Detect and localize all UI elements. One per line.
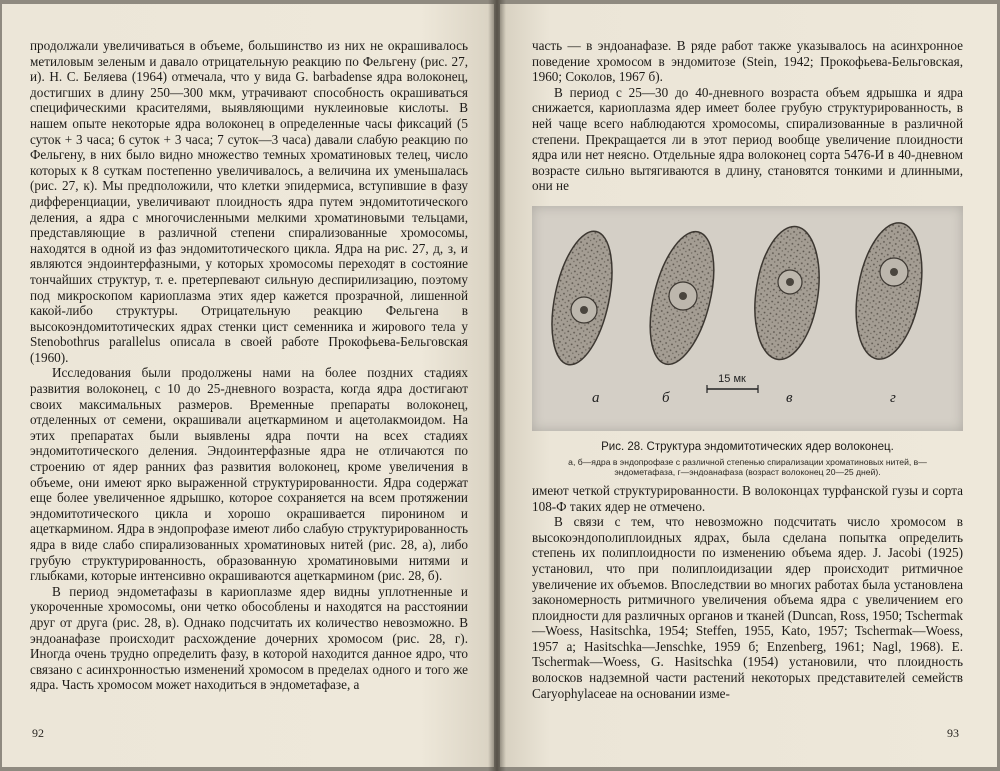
page-number: 93 bbox=[947, 726, 959, 740]
nucleus-b bbox=[638, 225, 725, 371]
paragraph: В связи с тем, что невозможно подсчитать число хромосом в высокоэндополиплоидных ядрах, была сделана попытка определить степень их полиплоидности по изменению объема ядер. J. Jacobi (1925) установил, что при полиплоидизации ядер происходит ритмичное увеличение их объемов. Впоследствии во многих работах была установлена закономерность ритмичного увеличения объема ядра с увеличением его плоидности для различных органов и тканей (Duncan, Ross, 1950; Tschermak—Woess, Hasitschka, 1954; Steffen, 1955, Kato, 1957; Tschermak—Woess, 1957 а; Hasitschka—Jenschke, 1959 б; Enzenberg, 1961; Nagl, 1968). E. Tschermak—Woess, G. Hasitschka (1954) установили, что плоидность волосков надземной части растений некоторых представителей семейств Caryophylaceae на основании изме- bbox=[532, 514, 963, 701]
figure-caption-title: Рис. 28. Структура эндомитотических ядер волоконец. bbox=[601, 440, 894, 453]
micrograph-plate bbox=[532, 206, 963, 431]
paragraph: часть — в эндоанафазе. В ряде работ также указывалось на асинхронное поведение хромосом в эндомитозе (Stein, 1942; Прокофьева-Бельговская, 1960; Соколов, 1967 б). bbox=[532, 38, 963, 85]
paragraph: В период с 25—30 до 40-дневного возраста объем ядрышка и ядра снижается, кариоплазма ядер имеет более грубую структурированность, в ней чаще всего наблюдаются хромосомы, спирализованные в различной степени. Прекращается ли в этот период вообще увеличение плоидности ядра или нет неясно. Отдельные ядра волоконец сорта 5476-И в 40-дневном возрасте сильно вытягиваются в длину, становятся тонкими и длинными, они не bbox=[532, 84, 963, 194]
page-number: 92 bbox=[32, 726, 44, 740]
scale-label: 15 мк bbox=[718, 372, 746, 385]
figure-label-g: г bbox=[890, 389, 896, 406]
figure-caption-note: а, б—ядра в эндопрофазе с различной степенью спирализации хроматиновых нитей, в—эндометафаза, г—эндоанафаза (возраст волоконец 20—25 дней). bbox=[568, 456, 927, 477]
figure-label-b: б bbox=[662, 389, 670, 406]
right-page-text-bottom bbox=[532, 483, 963, 701]
figure-label-v: в bbox=[786, 389, 793, 406]
figure-28 bbox=[532, 206, 963, 477]
paragraph: имеют четкой структурированности. В волоконцах турфанской гузы и сорта 108-Ф таких ядер не отмечено. bbox=[532, 482, 963, 514]
left-page bbox=[2, 4, 494, 767]
right-page-text-top bbox=[532, 38, 963, 194]
paragraph: В период эндометафазы в кариоплазме ядер видны уплотненные и укороченные хромосомы, они четко обособлены и находятся на расстоянии друг от друга (рис. 28, в). Однако подсчитать их количество невозможно. В эндоанафазе происходит расхождение дочерних хромосом (рис. 28, г). Иногда очень трудно определить фазу, в которой находится данное ядро, что связано с асинхронностью изменений хромосом в пределах одного и того же ядра. Часть хромосом может находиться в эндометафазе, а bbox=[30, 583, 468, 693]
paragraph: Исследования были продолжены нами на более поздних стадиях развития волоконец, с 10 до 25-дневного возраста, когда ядра достигают своих максимальных размеров. Временные препараты волоконец, отделенных от семени, окрашивали ацеткармином и ацетолакмоидом. На этих препаратах были выявлены ядра почти на всех стадиях эндомитотического деления. Эндоинтерфазные ядра не отличаются по строению от ядер ранних фаз развития волоконец, кроме увеличения в объеме, они имеют ярко выраженной структурированности. Ядра содержат еще более увеличенное ядрышко, которое сохраняется на всем протяжении эндомитотического цикла и хорошо окрашивается пиронином и ацеткармином. Ядра в эндопрофазе имеют либо слабую структурированность ядра в виде слабо спирализованных хроматиновых нитей (рис. 28, а), либо грубую структурированность, образованную хроматиновыми нитями и глыбками, которые интенсивно окрашиваются ацеткармином (рис. 28, б). bbox=[30, 365, 468, 584]
book-gutter bbox=[488, 0, 506, 771]
paragraph: продолжали увеличиваться в объеме, большинство из них не окрашивалось метиловым зеленым и давало отрицательную реакцию по Фельгену (рис. 27, и). Н. С. Беляева (1964) отмечала, что у вида G. barbadense ядра волоконец, достигших в длину 250—300 мкм, утрачивают способность окрашиваться специфическими красителями, выявляющими нуклеиновые кислоты. В нашем опыте некоторые ядра волоконец в определенные часы фиксаций (5 суток + 3 часа; 6 суток + 3 часа; 7 суток—3 часа) давали слабую реакцию по Фельгену, в них было видно множество темных хроматиновых телец, число которых к 8 суткам постепенно увеличивалось, а величина их уменьшалась (рис. 27, к). Мы предположили, что клетки эпидермиса, вступившие в фазу дифференциации, увеличивают плоидность ядра путем эндомитотического деления, а ядра с многочисленными мелкими хроматиновыми тельцами, представляющие в различной степени спирализованные хромосомы, находятся в одной из фаз эндомитотического цикла. Ядра на рис. 27, д, з, и являются эндоинтерфазными, у которых хромосомы переходят в состояние тончайших структур, т. е. претерпевают сильную деспирилизацию, поэтому под микроскопом кариоплазма этих ядер кажется прозрачной, лишенной какой-либо структуры. Отрицательную реакцию Фельгена в высокоэндомитотических ядрах стенки цист семенника и жирового тела у Stenobothrus parallelus описала в своей работе Прокофьева-Бельговская (1960). bbox=[30, 38, 468, 365]
nuclei-illustration bbox=[532, 206, 963, 431]
scale-bar bbox=[707, 373, 758, 393]
right-page bbox=[500, 4, 997, 767]
nucleus-g bbox=[846, 218, 931, 365]
left-page-text bbox=[30, 38, 468, 693]
figure-label-a: а bbox=[592, 389, 600, 406]
nucleus-a bbox=[541, 226, 622, 370]
nucleus-v bbox=[747, 222, 827, 363]
